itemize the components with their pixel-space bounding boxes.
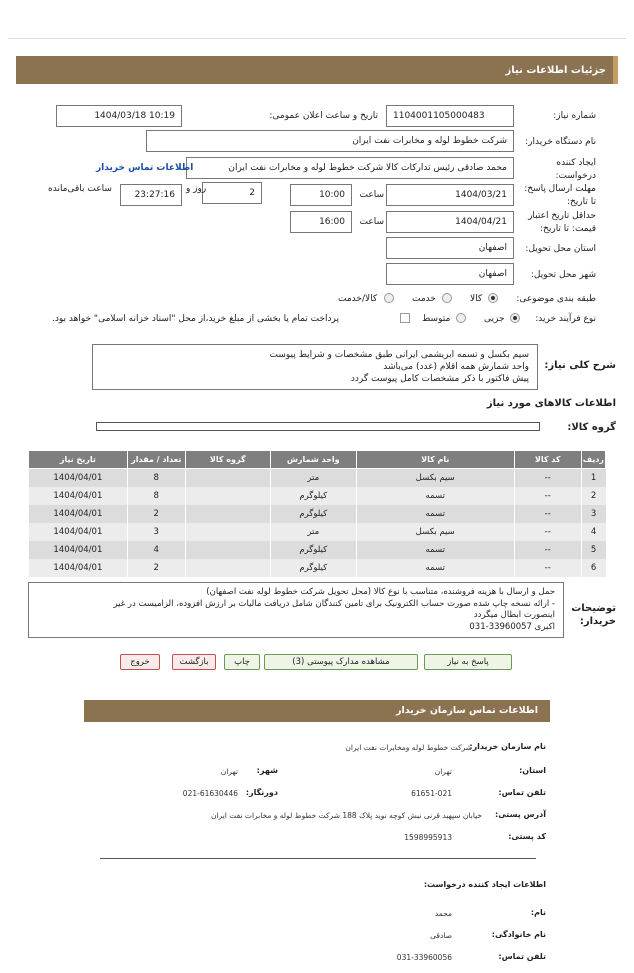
top-divider (8, 38, 626, 39)
process-option-minor: جزیی (484, 314, 505, 324)
creator-family-label: نام خانوادگی: (491, 930, 546, 939)
remaining-time-field: 23:27:16 (120, 184, 182, 206)
col-header: گروه کالا (185, 451, 270, 469)
contact-phone-value: 61651-021 (411, 789, 452, 798)
cell-group (185, 541, 270, 559)
description-label: شرح کلی نیاز: (544, 360, 616, 371)
contact-divider (100, 858, 536, 859)
contact-city-label: شهر: (256, 766, 278, 775)
table-header-row (29, 451, 606, 469)
cell-row: 3 (581, 505, 605, 523)
deadline-label: مهلت ارسال پاسخ: تا تاریخ: (524, 184, 596, 207)
contact-header: اطلاعات تماس سازمان خریدار (84, 700, 550, 722)
cell-group (185, 487, 270, 505)
buyer-note-line: - ارائه نسخه چاپ شده صورت حساب الکترونیک برای تامین کنندگان شامل دریافت مالیات بر ارزش افزوده، الزامیست در غیر (113, 598, 555, 609)
contact-phone-label: تلفن تماس: (498, 788, 546, 797)
cell-row: 4 (581, 523, 605, 541)
col-header: ردیف (581, 451, 605, 469)
buyer-note-line: حمل و ارسال با هزینه فروشنده، متناسب با نوع کالا (محل تحویل شرکت خطوط لوله نفت اصفهان) (206, 587, 555, 597)
cell-name: سیم بکسل (356, 523, 514, 541)
category-label: طبقه بندی موضوعی: (516, 294, 596, 304)
creator-name-value: محمد (434, 909, 452, 918)
creator-field: محمد صادقی رئیس تدارکات کالا شرکت خطوط لوله و مخابرات نفت ایران (186, 157, 514, 179)
reply-button[interactable]: پاسخ به نیاز (424, 654, 512, 670)
creator-phone-value: 031-33960056 (396, 953, 452, 962)
category-radio-goods[interactable] (488, 293, 498, 303)
buyer-note-line: اکبری 33960057-031 (469, 621, 555, 632)
description-box (92, 344, 538, 390)
cell-unit: کیلوگرم (270, 505, 356, 523)
goods-group-label: گروه کالا: (567, 422, 616, 433)
contact-address-label: آدرس پستی: (495, 810, 546, 819)
cell-date: 1404/04/01 (29, 469, 128, 487)
days-remaining-field: 2 (202, 182, 262, 204)
creator-info-header: اطلاعات ایجاد کننده درخواست: (423, 880, 546, 889)
creator-label: ایجاد کننده درخواست: (555, 158, 596, 181)
category-option-both: کالا/خدمت (338, 294, 378, 304)
price-validity-label: حداقل تاریخ اعتبار قیمت: تا تاریخ: (528, 211, 596, 234)
table-row (29, 469, 606, 487)
cell-row: 1 (581, 469, 605, 487)
category-option-goods: کالا (470, 294, 483, 304)
cell-unit: متر (270, 523, 356, 541)
province-field: اصفهان (386, 237, 514, 259)
deadline-date-field: 1404/03/21 (386, 184, 514, 206)
price-validity-time-label: ساعت (359, 217, 384, 227)
goods-group-field (96, 422, 540, 431)
cell-code: -- (514, 559, 581, 577)
cell-date: 1404/04/01 (29, 487, 128, 505)
col-header: تعداد / مقدار (127, 451, 185, 469)
creator-name-label: نام: (530, 908, 546, 917)
cell-qty: 8 (127, 487, 185, 505)
cell-code: -- (514, 487, 581, 505)
contact-province-label: استان: (519, 766, 546, 775)
price-validity-date-field: 1404/04/21 (386, 211, 514, 233)
description-line: سیم بکسل و تسمه ابریشمی ایرانی طبق مشخصات و شرایط پیوست (269, 350, 529, 360)
payment-treasury-note: پرداخت تمام یا بخشی از مبلغ خرید،از محل "اسناد خزانه اسلامی" خواهد بود. (52, 314, 340, 324)
col-header: کد کالا (514, 451, 581, 469)
cell-row: 2 (581, 487, 605, 505)
cell-row: 5 (581, 541, 605, 559)
cell-code: -- (514, 523, 581, 541)
cell-qty: 2 (127, 505, 185, 523)
cell-unit: کیلوگرم (270, 559, 356, 577)
deadline-time-field: 10:00 (290, 184, 352, 206)
price-validity-time-field: 16:00 (290, 211, 352, 233)
cell-name: تسمه (356, 505, 514, 523)
goods-table (28, 450, 606, 577)
process-option-medium: متوسط (422, 314, 451, 324)
cell-code: -- (514, 469, 581, 487)
table-row (29, 541, 606, 559)
table-row (29, 505, 606, 523)
col-header: واحد شمارش (270, 451, 356, 469)
col-header: نام کالا (356, 451, 514, 469)
contact-postal-label: کد پستی: (508, 832, 546, 841)
cell-date: 1404/04/01 (29, 559, 128, 577)
cell-code: -- (514, 541, 581, 559)
process-label: نوع فرآیند خرید: (535, 314, 596, 324)
cell-code: -- (514, 505, 581, 523)
contact-fax-value: 021-61630446 (182, 789, 238, 798)
cell-date: 1404/04/01 (29, 523, 128, 541)
category-radio-both[interactable] (384, 293, 394, 303)
exit-button[interactable]: خروج (120, 654, 160, 670)
goods-section-title: اطلاعات کالاهای مورد نیاز (486, 398, 616, 409)
col-header: تاریخ نیاز (29, 451, 128, 469)
cell-group (185, 469, 270, 487)
buyer-notes-box (28, 582, 564, 638)
process-radio-medium[interactable] (456, 313, 466, 323)
province-label: استان محل تحویل: (525, 244, 596, 254)
buyer-org-field: شرکت خطوط لوله و مخابرات نفت ایران (146, 130, 514, 152)
city-field: اصفهان (386, 263, 514, 285)
buyer-org-label: نام دستگاه خریدار: (525, 137, 596, 147)
page-header: جزئیات اطلاعات نیاز (16, 56, 618, 84)
cell-qty: 3 (127, 523, 185, 541)
cell-name: تسمه (356, 541, 514, 559)
table-row (29, 487, 606, 505)
cell-qty: 2 (127, 559, 185, 577)
contact-fax-label: دورنگار: (245, 788, 278, 797)
cell-name: تسمه (356, 487, 514, 505)
buyer-notes-label: توضیحات خریدار: (571, 603, 616, 627)
announce-date-field: 1404/03/18 10:19 (56, 105, 182, 127)
contact-address-value: خیابان سپهبد قرنی نبش کوچه نوید پلاک 188 شرکت خطوط لوله و مخابرات نفت ایران (210, 811, 482, 820)
city-label: شهر محل تحویل: (530, 270, 596, 280)
category-radio-service[interactable] (442, 293, 452, 303)
days-label: روز و (186, 184, 207, 194)
cell-unit: کیلوگرم (270, 541, 356, 559)
payment-treasury-checkbox[interactable] (400, 313, 410, 323)
contact-postal-value: 1598995913 (404, 833, 452, 842)
announce-label: تاریخ و ساعت اعلان عمومی: (269, 111, 378, 121)
description-line: واحد شمارش همه اقلام (عدد) می‌باشد (383, 362, 529, 372)
table-row (29, 559, 606, 577)
creator-phone-label: تلفن تماس: (498, 952, 546, 961)
cell-date: 1404/04/01 (29, 541, 128, 559)
need-number-label: شماره نیاز: (553, 111, 596, 121)
deadline-time-label: ساعت (359, 190, 384, 200)
view-documents-button[interactable]: مشاهده مدارک پیوستی (3) (264, 654, 418, 670)
need-number-field: 1104001105000483 (386, 105, 514, 127)
print-button[interactable]: چاپ (224, 654, 260, 670)
cell-group (185, 523, 270, 541)
table-row (29, 523, 606, 541)
cell-unit: کیلوگرم (270, 487, 356, 505)
cell-name: تسمه (356, 559, 514, 577)
cell-group (185, 559, 270, 577)
cell-unit: متر (270, 469, 356, 487)
cell-row: 6 (581, 559, 605, 577)
description-line: پیش فاکتور با ذکر مشخصات کامل پیوست گردد (350, 374, 529, 384)
cell-qty: 8 (127, 469, 185, 487)
cell-date: 1404/04/01 (29, 505, 128, 523)
category-option-service: خدمت (412, 294, 436, 304)
buyer-note-line: اینصورت ابطال میگردد (473, 610, 555, 620)
process-radio-minor[interactable] (510, 313, 520, 323)
contact-city-value: تهران (220, 767, 238, 776)
back-button[interactable]: بازگشت (172, 654, 216, 670)
remaining-time-label: ساعت باقی‌مانده (48, 184, 112, 194)
cell-group (185, 505, 270, 523)
cell-qty: 4 (127, 541, 185, 559)
contact-org-value: شرکت خطوط لوله ومخابرات نفت ایران (345, 743, 472, 752)
contact-province-value: تهران (434, 767, 452, 776)
buyer-contact-link[interactable]: اطلاعات تماس خریدار (96, 163, 194, 173)
contact-org-label: نام سازمان خریدار: (469, 742, 546, 751)
creator-family-value: صادقی (430, 931, 452, 940)
cell-name: سیم بکسل (356, 469, 514, 487)
